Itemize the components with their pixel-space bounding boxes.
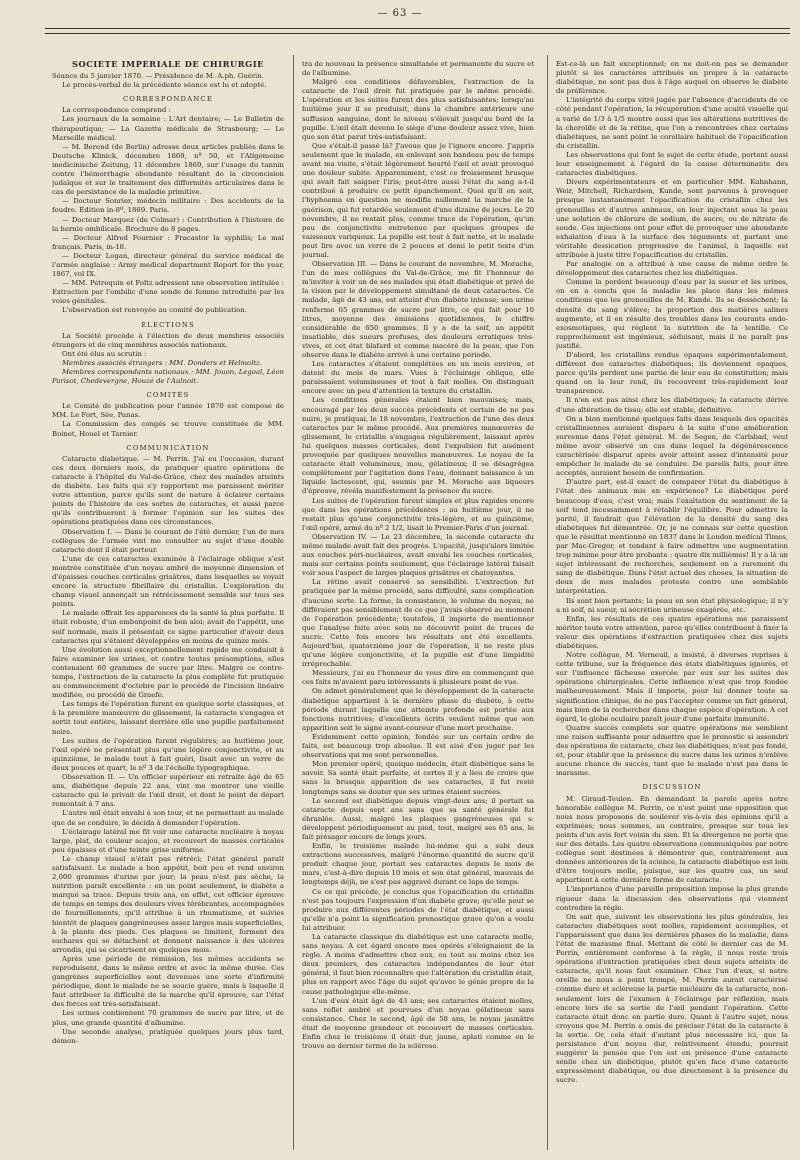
paragraph: Les suites de l'opération furent simples et plus rapides encore que dans les opérations précédentes : au huitième jour, il ne restait plus qu'une conjonctivite très-légère, et au quinzième, l'œil opéré, armé du nº 2 1/2, lisait le Premier-Paris d'un journal.: [302, 496, 534, 532]
paragraph: Ont été élus au scrutin :: [62, 349, 147, 358]
paragraph: Les conditions générales étaient bien mauvaises; mais, encouragé par les deux succès précédents et certain de ne pas nuire, je pratiquai, le 18 novembre, l'extraction de l'une des deux cataractes par le même procédé. Aux premières manœuvres de glissement, le cristallin s'engagea régulièrement, laissant après lui quelques masses corticales, dont l'expulsion fut aisément provoquée par quelques nouvelles manœuvres. Le noyau de la cataracte était volumineux, mou, gélatineux; il se désagrégea complètement par l'agitation dans l'eau, donnant naissance à un liquide lactescent, qui, soumis par M. Morache aux liqueurs d'épreuve, révéla manifestement la présence du sucre.: [302, 396, 534, 496]
paragraph: L'observation est renvoyée au comité de publication.: [62, 306, 247, 315]
paragraph: Malgré ces conditions défavorables, l'extraction de la cataracte de l'œil droit fut pratiquée par le même procédé. L'opération et les suites furent des plus satisfaisantes; lorsqu'au huitième jour il se produisit, dans la chambre antérieure une suffusion sanguine, dont le niveau s'élevait jusqu'au bord de la pupille. L'œil était devenu le siège d'une douleur assez vive, bien que son état parut très-satisfaisant.: [302, 78, 534, 141]
session-line: Séance du 5 janvier 1870. — Présidence de M. A.ph. Guérin.: [52, 72, 264, 81]
paragraph: On a bien mentionné quelques faits dans lesquels des opacités cristalliniennes auraient disparu à la suite d'une amélioration survenue dans l'état général. M. de Segen, de Carlsbad, veut même avoir observé un cas dans lequel la dégénérescence caractérisée disparut après avoir atteint assez d'intensité pour empêcher le malade de se conduire. De pareils faits, pour être acceptés, auraient besoin de confirmation.: [556, 414, 788, 478]
column-divider: [547, 55, 548, 1150]
paragraph: L'autre œil était envahi à son tour, et ne permettant au malade que de se conduire, le décida à demander l'opération.: [52, 809, 284, 827]
paragraph: Observation IV. — Le 23 décembre, la seconde cataracte du même malade avait fait des progrès. L'opacité, jusqu'alors limitée aux couches péri-nucléaires, avait envahi les couches corticales, mais sur certains points seulement, que l'éclairage latéral faisait voir sous l'aspect de larges plaques grisâtres et chatoyantes.: [302, 532, 534, 578]
elections-heading: ÉLECTIONS: [141, 320, 195, 329]
comites-heading: COMITÉS: [146, 391, 190, 400]
paragraph: Évidemment cette opinion, fondée sur un certain ordre de faits, est beaucoup trop absolue. Il est aisé d'en juger par les observations qui me sont personnelles.: [302, 732, 534, 760]
paragraph: Les observations qui font le sujet de cette étude, portent aussi leur enseignement à l'égard de la cause déterminante des cataractes diabétiques.: [556, 150, 788, 178]
paragraph: La Société procède à l'élection de deux membres associés étrangers et de cinq membres associés nationaux.: [52, 331, 284, 349]
paragraph: Par analogie on a attribué à une cause de même ordre le développement des cataractes chez les diabétiques.: [556, 260, 788, 278]
paragraph: Observation II. — Un officier supérieur en retraite âgé de 65 ans, diabétique depuis 22 ans, vint me montrer une vieille cataracte qui le privait de l'œil droit, et dont le point de départ remontait à 7 ans.: [52, 773, 284, 809]
paragraph: — Docteur Marquez (de Colmar) : Contribution à l'histoire de la hernie ombilicale. Brochure de 8 pages.: [52, 215, 284, 233]
paragraph: La rétine avait conservé sa sensibilité. L'extraction fut pratiquée par le même procédé, sans difficulté, sans complication d'aucune sorte. La forme, la consistance, le volume du noyau, ne différaient pas sensiblement de ce que j'avais observé au moment de l'opération précédente; toutefois, il importe de mentionner que l'analyse faite avec soin ne découvrit point de traces de sucre. Cette fois encore les résultats ont été excellents. Aujourd'hui, quatorzième jour de l'opération, il ne reste plus qu'une légère conjonctivite, et la pupille est d'une limpidité irréprochable.: [302, 578, 534, 669]
paragraph: L'intégrité du corps vitré jugée par l'absence d'accidents de ce côté pendant l'opération, la récupération d'une acuité visuelle qui a varié de 1/3 à 1/5 montre aussi que les altérations nutritives de la choroïde et de la rétine, que l'on a rencontrées chez certains diabétiques, ne sont point le corollaire habituel de l'opacification du cristallin.: [556, 96, 788, 150]
paragraph: Les cataractes s'étaient complétées en un mois environ, et datent du mois de mars. Vues à l'éclairage oblique, elle paraissaient volumineuses et tout à fait molles. On distinguait encore avec un peu d'attention la texture du cristallin.: [302, 360, 534, 396]
paragraph: Ils sont bien portants; la peau en son état physiologique; il n'y a ni soif, ni sueur, ni sécrétion urineuse exagérée, etc.: [556, 596, 788, 614]
paragraph: On admet généralement que le développement de la cataracte diabétique appartient à la dernière phase du diabète, à cette période durant laquelle une atteinte profonde est portée aux fonctions nutritives; d'excellents écrits veulent même que son apparition soit le signe avant-coureur d'une mort prochaine.: [302, 687, 534, 732]
page-number: — 63 —: [377, 8, 423, 19]
header-rule: [45, 28, 790, 29]
discussion-heading: DISCUSSION: [642, 783, 702, 792]
paragraph: D'autre part, est-il exact de comparer l'état du diabétique à l'état des animaux mis en expérience? Le diabétique perd beaucoup d'eau, c'est vrai; mais l'exaltation du sentiment de la soif tend incessamment à rétablir l'équilibre. Pour admettre la parité, il faudrait que l'élévation de la densité du sang des diabétiques fut démontrée. Or, je ne connais sur cette question que le résultat mentionné en 1837 dans le London medical Times, par Mac-Gregor, et tendant à faire admettre une augmentation trop minime pour être probante : quatre dix millièmes! Il y a là un sujet intéressant de recherches, seulement on a rarement du sang de diabétique. Dans l'état actuel des choses, la situation de deux de mes malades proteste contre une semblable interprétation.: [556, 478, 788, 596]
paragraph: Une seconde analyse, pratiquée quelques jours plus tard, démon-: [52, 1027, 284, 1045]
paragraph: Les journaux de la semaine : L'Art dentaire; — Le Bulletin de thérapeutique; — La Gazette médicale de Strasbourg; — Le Marseille médical.: [52, 115, 284, 142]
paragraph: Enfin, le troisième malade lui-même qui a subi deux extractions successives, malgré l'énorme quantité de sucre qu'il produit chaque jour, portait ses cataractes depuis le mois de mars, c'est-à-dire depuis 10 mois et son état général, mauvais de longtemps déjà, ne s'est pas aggravé durant ce laps de temps.: [302, 842, 534, 887]
paragraph: La Commission des congés se trouve constituée de MM. Boinet, Houel et Tarnier.: [52, 420, 284, 438]
paragraph: L'un d'eux était âgé de 43 ans; ses cataractes étaient molles, sans reflet ambré et pourvues d'un noyau gélatineux sans consistance. Chez le second, âgé de 58 ans, le noyau jaunâtre était de moyenne grandeur et recouvert de masses corticales. Enfin chez le troisième il était dur, jaune, aplati comme on le trouve au dernier terme de la sclérose.: [302, 996, 534, 1051]
paragraph: Observation I. — Dans le courant de l'été dernier, l'un de mes collègues de l'armée vint me consulter au sujet d'une double cataracte dont il était porteur.: [52, 527, 284, 554]
communication-heading: COMMUNICATION: [126, 443, 210, 452]
paragraph: Après une période de rémission, les mêmes accidents se reproduisent, dans le même ordre et avec la même durée. Ces gangrènes superficielles sont devenues une sorte d'infirmité périodique, dont le malade ne se soucie guère, mais à laquelle il faut attribuer la difficulté de la marche qu'il éprouve, car l'état des forces est très-satisfaisant.: [52, 954, 284, 1009]
paragraph: Messieurs, j'ai eu l'honneur de vous dire en commençant que ces faits m'avaient paru intéressants à plusieurs point de vue.: [302, 669, 534, 687]
paragraph: Observation III. — Dans le courant de novembre, M. Morache, l'un de mes collègues du Val-de-Grâce, me fit l'honneur de m'inviter à voir un de ses malades qui était diabétique et privé de la vision par le développement simultané de deux cataractes. Ce malade, âgé de 43 ans, est atteint d'un diabète intense; son urine renferme 65 grammes de sucre par litre, ce qui fait pour 10 litres, moyenne des émissions quotidiennes, le chiffre considérable de 650 grammes. Il y a de la soif, un appétit insatiable, des sueurs profuses, des douleurs erratiques très-vives, et cet état blafard et comme macéré de la peau, que l'on observe dans le diabète arrivé à une certaine période.: [302, 260, 534, 359]
paragraph: Le malade offrait les apparences de la santé la plus parfaite. Il était robuste, d'un embonpoint de bon aloi; avait de l'appétit, une soif normale, mais il présentait ce signe particulier d'avoir deux cataractes qui s'étaient développées en moins de quinze mois.: [52, 609, 284, 645]
paragraph: L'éclairage latéral me fit voir une cataracte nucléaire à noyau large, plat, de couleur acajou, et recouvert de masses corticales peu épaisses et d'une teinte grise uniforme.: [52, 827, 284, 854]
paragraph: Membres associés étrangers : MM. Donders et Helmoltz.: [62, 358, 262, 367]
paragraph: Enfin, les résultats de ces quatre opérations me paraissent mériter toute votre attention, parce qu'elles contribuent à fixer la valeur des opérations d'extraction pratiquées chez des sujets diabétiques.: [556, 614, 788, 650]
paragraph: La correspondance comprend :: [62, 106, 171, 115]
column-1: [52, 60, 284, 1145]
society-title: SOCIÉTÉ IMPÉRIALE DE CHIRURGIE: [71, 60, 265, 69]
paragraph: Ce ce qui précède, je conclus que l'opacification du cristallin n'est pas toujours l'expression d'un diabète grave; qu'elle peut se produire aux différentes périodes de l'état diabétique, et aussi qu'elle n'a point la signification pronostique grave qu'on a voulu lui attribuer.: [302, 887, 534, 932]
paragraph: M. Giraud-Teulon. En demandant la parole après notre honorable collègue M. Perrin, ce n'est point une opposition que nous nous proposons de soulever vis-à-vis des opinions qu'il a exprimées; nous sommes, au contraire, presque sur tous les points d'un avis fort voisin du sien. Et la divergence ne porte que sur des détails. Les quatre observations communiquées par notre collègue sont destinées à démontrer que, contrairement aux données antérieures de la science, la cataracte diabétique est loin d'être toujours molle, puisque, sur les quatre cas, un seul appartient à cette dernière forme de cataracte.: [556, 794, 788, 885]
paragraph: D'abord, les cristallins rendus opaques expérimentalement, diffèrent des cataractes diabétiques; ils deviennent opaques, parce qu'ils perdent une partie de leur eau de constitution; mais quand on la leur rend, ils recouvrent très-rapidement leur transparence.: [556, 351, 788, 396]
paragraph: On sait que, suivant les observations les plus générales, les cataractes diabétiques sont molles, rapidement accomplies, et l'apparaissent que dans les dernières phases de la maladie, dans l'état de marasme final. Mettant de côté le dernier cas de M. Perrin, entièrement conforme à la règle, il nous reste trois opérations d'extraction pratiquées chez deux sujets atteints de cataracte, qu'il nous faut examiner. Chez l'un d'eux, si notre oreille ne nous a point trompé, M. Perrin aurait caractérisé comme dure et scléreuse la partie nucléaire de la cataracte, non-seulement lors de l'examen à l'éclairage par réflexion, mais encore lors de sa sortie de l'œil pendant l'opération. Cette cataracte était donc en partie dure. Quant à l'autre sujet, nous croyons que M. Perrin a omis de préciser l'état de la cataracte à la sortie. Or, cela était d'autant plus nécessaire ici, que la persistance d'un noyau dur, relativement étendu, pourrait suggérer la pensée que l'on est en présence d'une cataracte sénile chez un diabétique, plutôt qu'en face d'une cataracte expressément diabétique, ou due directement à la présence du sucre.: [556, 912, 788, 1085]
paragraph: Le Comité de publication pour l'année 1870 est composé de MM. Le Fort, Sée, Panas.: [52, 402, 284, 420]
paragraph: Les suites de l'opération furent régulières; au huitième jour, l'œil opéré ne présentait plus qu'une légère conjonctivite, et au quinzième, le malade tout à fait guéri, lisait avec un verre de deux pouces et quart, le nº 3 de l'échelle typographique.: [52, 736, 284, 772]
correspondence-heading: CORRESPONDANCE: [123, 95, 213, 104]
paragraph: La cataracte classique du diabétique est une cataracte molle, sans noyau. A cet égard encore mes opérés s'éloignaient de la règle. A moins d'admettre chez eux, ou tout au moins chez les deux premiers, des cataractes indépendantes de leur état général, il faut bien reconnaître que l'altération du cristallin était, plus en rapport avec l'âge du sujet qu'avec le génie propre de la cause pathologique elle-même.: [302, 933, 534, 996]
paragraph: — Docteur Logan, directeur général du service médical de l'armée anglaise : Army medical department Report for the year, 1867, vol IX.: [52, 251, 284, 279]
paragraph: L'une de ces cataractes examinée à l'éclairage oblique s'est montrée constituée d'un noyau ambré de moyenne dimension et d'épaisses couches corticales grisâtres, dans lesquelles se voyait encore la structure fibrillaire du cristallin. L'exploration du champ visuel annonçait un rétrécissement sensible sur tous ses points.: [52, 554, 284, 609]
minutes-note: Le procès-verbal de la précédente séance est lu et adopté.: [62, 81, 267, 90]
paragraph: Cataracte diabétique. — M. Perrin. J'ai eu l'occasion, durant ces deux derniers mois, de pratiquer quatre opérations de cataracte à l'hôpital du Val-de-Grâce, chez des malades atteints de diabète. Les faits qui s'y rapportent me paraissent mériter votre attention, parce qu'ils sont de nature à éclairer certains points de l'histoire de ces sortes de cataractes, et aussi parce qu'ils contribueront à former l'opinion sur les suites des opérations pratiquées dans ces circonstances.: [52, 454, 284, 527]
paragraph: Les urines contiennent 70 grammes de sucre par litre, et de plus, une grande quantité d'albumine.: [52, 1009, 284, 1027]
paragraph: Quatre succès complets sur quatre opérations me semblent une raison suffisante pour admettre que le pronostic si assombri des opérations de cataracte, chez les diabétiques, n'est pas fondé, et, pour établir que la présence du sucre dans les urines n'enlève aucune chance de succès, tant que le malade n'est pas dans le marasme.: [556, 723, 788, 778]
paragraph: Est-ce-là un fait exceptionnel; on ne doit-on pas se demander plutôt si les caractères attribués en propre à la cataracte diabétique, ne sont pas dus à l'âge auquel on observe le diabète de préférence.: [556, 60, 788, 96]
paragraph: Comme la perdent beaucoup d'eau par la sueur et les urines, on en a conclu que la maladie les place dans les mêmes conditions que les grenouilles de M. Kunde. Ils se dessèchent; la densité du sang s'élève; la proportion des matières salines augmente, et il en résulte des troubles dans les courants endo-exosmotiques, qui règlent la nutrition de la lentille. Ce rapprochement est ingénieux, séduisant, mais il ne paraît pas justifié.: [556, 278, 788, 350]
column-2: [302, 60, 534, 1145]
paragraph: Que s'était-il passé là? J'avoue que je l'ignore encore. J'appris seulement que le malade, en enlevant son bandeau peu de temps avant ma visite, s'était légèrement heurté l'œil et avait provoqué une douleur subite. Apparemment, c'est ce froissement brusque qui avait fait saigner l'iris; peut-être aussi l'état du sang a-t-il contribué à produire ce petit épanchement. Quoi qu'il en soit, l'hyphoema en question ne modifia nullement la marche de la guérison, qui fut retardée seulement d'une dizaine de jours. Le 20 novembre, il ne restait plus, comme trace de l'opération, qu'un peu de conjonctivite entretenue par quelques groupes de vaisseaux variqueux. La pupille est tout à fait nette, et le malade peut lire avec un verre de 2 pouces et demi le petit texte d'un journal.: [302, 141, 534, 259]
paragraph: Il n'en est pas ainsi chez les diabétiques; la cataracte dérive d'une altération de tissu; elle est stable, définitive.: [556, 396, 788, 414]
column-3: [556, 60, 788, 1145]
paragraph: L'importance d'une pareille proposition impose la plus grande rigueur dans la discussion des observations qui viennent contredire la règle.: [556, 885, 788, 912]
paragraph: Notre collègue, M. Verneuil, a insisté, à diverses reprises à cette tribune, sur la fréquence des états diabétiques ignorés, et sur l'influence fâcheuse exercée par eux sur les suites des opérations chirurgicales. Cette influence n'est que trop fondée malheureusement. Mais il importe, pour lui donner toute sa signification clinique, de ne pas l'accepter comme un fait général, mais bien de la rechercher dans chaque espèce d'opération. A cet égard, le globe oculaire paraît jouir d'une parfaite immunité.: [556, 651, 788, 723]
paragraph: — MM. Pétrequin et Foltz adressent une observation intitulée : Extraction par l'ombilic d'une sonde de femme introduite par les voies génitales.: [52, 279, 284, 306]
paragraph: Mon premier opéré, quoique médecin, était diabétique sans le savoir. Sa santé était parfaite, et certes il y a lieu de croire que sans la brusque apparition de ses cataractes, il fut resté longtemps sans se douter que ses urines étaient sucrées.: [302, 760, 534, 796]
paragraph: Les temps de l'opération furent en quelque sorte classiques, et à la première manœuvre de glissement, la cataracte s'engagea et sortit tout entière, laissant derrière elle une pupille parfaitement noire.: [52, 700, 284, 736]
paragraph: Une évolution aussi exceptionnellement rapide me conduisit à faire examiner les urines, et contre toutes présomptions, elles contenaient 60 grammes de sucre par litre. Malgré ce contre-temps, l'extraction de la cataracte la plus complète fut pratiquée au commencement d'octobre par le procédé de l'incision linéaire modifiée, ou procédé de Graefe.: [52, 645, 284, 700]
paragraph: Membres correspondants nationaux : MM. Jouon, Legoal, Léon Parisot, Chedevergne, Houzé de l'Aulnoit.: [52, 368, 284, 386]
paragraph: — Docteur Alfred Fournier : Fracastor la syphilis; Le mal français. Paris, in-18.: [52, 233, 284, 251]
paragraph: Le second est diabétique depuis vingt-deux ans; il portait sa cataracte depuis sept ans sans que sa santé générale fut ébranlée. Aussi, malgré les plaques gangréneuses qui s: développent périodiquement au pied, tout, malgré ses 65 ans, le fait présager encore de longs jours.: [302, 796, 534, 841]
paragraph: Divers expérimentateurs et en particulier MM. Kuhnhann, Weir, Mitchell, Richardson, Kunde, sont parvenus à provoquer presque instantanément l'opacification du cristallin chez les grenouilles et d'autres animaux, en leur injectant sous la peau une solution de chlorure de sodium, de sucre, ou de nitrate de soude. Ces injections ont pour effet de provoquer une abondante exhalation d'eau à la surface des téguments et partant une véritable dessication progressive de l'animal, à laquelle est attribuée à juste titre l'opacification du cristallin.: [556, 178, 788, 259]
column-divider: [293, 55, 294, 1150]
paragraph: — Docteur Sonrier, médecin militaire : Des accidents de la foudre. Édition in-8º, 1869. Paris.: [52, 197, 284, 215]
paragraph: — M. Berend (de Berlin) adresse deux articles publiés dans le Deutsche Klinick, décembre 1869, nº 50, et l'Allgemeine medicinische Zeitung, 11 décembre 1869, sur l'usage du tannin contre l'hémorrhagie abondante résultant de la circoncision judaïque et sur le traitement des difformités articulaires dans le cas de persistance de la maladie primitive.: [52, 142, 284, 197]
header-rule-thin: [45, 33, 790, 34]
paragraph: Le champ visuel n'était pas rétréci; l'état général paraît satisfaisant. Le malade a bon appétit, boit peu et rend environ 2,000 grammes d'urine par jour; la peau n'est pas sèche, la nutrition paraît excellente : en un point seulement, le diabète a marqué sa trace. Depuis trois ans, en effet, cet officier éprouve de temps en temps des douleurs vives térébrantes, accompagnées de fourmillements, qu'il attribue à un rhumatisme, et suivies bientôt de plaques gangréneuses assez larges mais superficielles, à la plante des pieds. Ces plaques se limitent, forment des eschares qui se détachent et donnent naissance à des ulcères arrondis, qui se cicatrisent en quelques mois.: [52, 854, 284, 954]
paragraph: tra de nouveau la présence simultanée et permanente du sucre et de l'albumine.: [302, 60, 534, 78]
